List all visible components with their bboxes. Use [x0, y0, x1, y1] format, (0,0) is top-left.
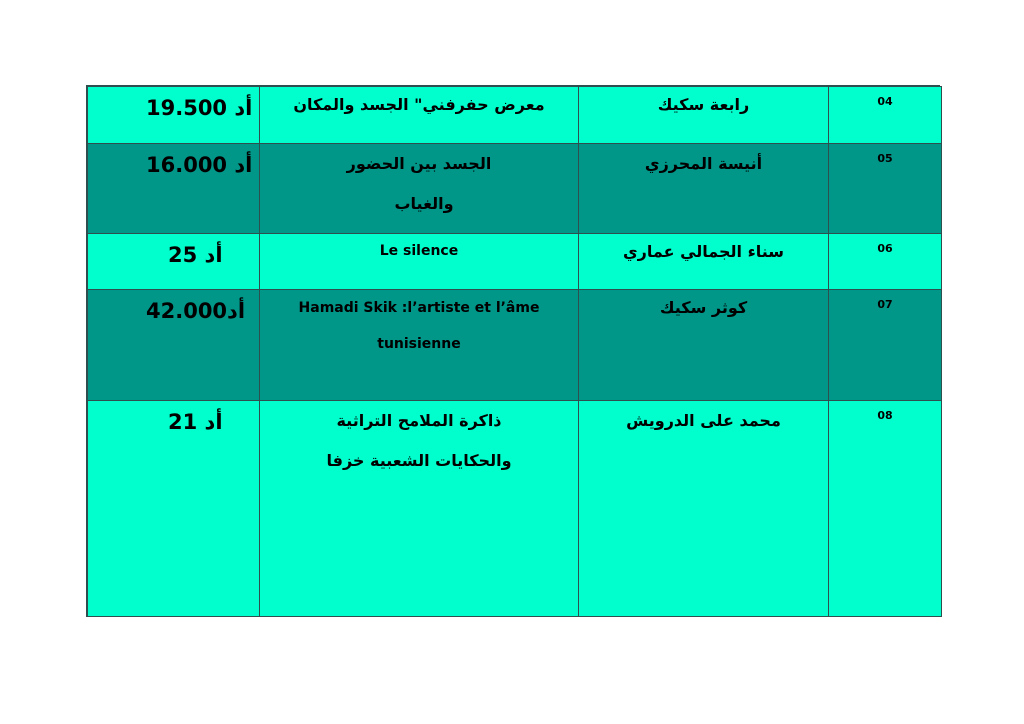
number-cell [829, 290, 942, 401]
artist-name: سناء الجمالي عماري [622, 242, 785, 261]
title-line: والغياب [394, 194, 454, 213]
price-value: 16.000 أد [146, 153, 253, 177]
title-line: معرض حفرفني" الجسد والمكان [293, 95, 545, 114]
number-cell [829, 234, 942, 290]
price-cell [88, 290, 260, 401]
title-cell [260, 87, 579, 144]
title-cell [260, 144, 579, 234]
artist-name: أنيسة المحرزي [644, 154, 763, 173]
number-cell [829, 87, 942, 144]
title-line: والحكايات الشعبية خزفا [326, 451, 512, 470]
table-row [88, 290, 942, 401]
price-cell [88, 234, 260, 290]
title-line: tunisienne [377, 336, 461, 352]
row-number: 07 [877, 298, 893, 311]
artist-cell [579, 234, 829, 290]
artist-cell [579, 87, 829, 144]
catalog-table-sheet [86, 85, 940, 617]
price-cell [88, 144, 260, 234]
title-line: ذاكرة الملامح التراثية [336, 411, 502, 430]
catalog-table [87, 86, 942, 617]
title-line: الجسد بين الحضور [346, 154, 492, 173]
price-value: 42.000أد [146, 299, 246, 323]
price-value: 25 أد [168, 243, 223, 267]
row-number: 05 [877, 152, 893, 165]
price-cell [88, 401, 260, 617]
table-row [88, 401, 942, 617]
title-cell [260, 290, 579, 401]
row-number: 04 [877, 95, 893, 108]
number-cell [829, 401, 942, 617]
artist-name: كوثر سكيك [659, 298, 748, 317]
price-value: 21 أد [168, 410, 223, 434]
artist-name: محمد على الدرويش [626, 411, 781, 430]
price-cell [88, 87, 260, 144]
artist-cell [579, 290, 829, 401]
title-cell [260, 234, 579, 290]
artist-cell [579, 401, 829, 617]
artist-name: رابعة سكيك [657, 95, 750, 114]
row-number: 08 [877, 409, 893, 422]
table-row [88, 87, 942, 144]
title-line: Le silence [379, 243, 459, 259]
artist-cell [579, 144, 829, 234]
price-value: 19.500 أد [146, 96, 253, 120]
row-number: 06 [877, 242, 893, 255]
table-row [88, 144, 942, 234]
title-line: Hamadi Skik :l’artiste et l’âme [298, 300, 540, 316]
number-cell [829, 144, 942, 234]
title-cell [260, 401, 579, 617]
table-row [88, 234, 942, 290]
